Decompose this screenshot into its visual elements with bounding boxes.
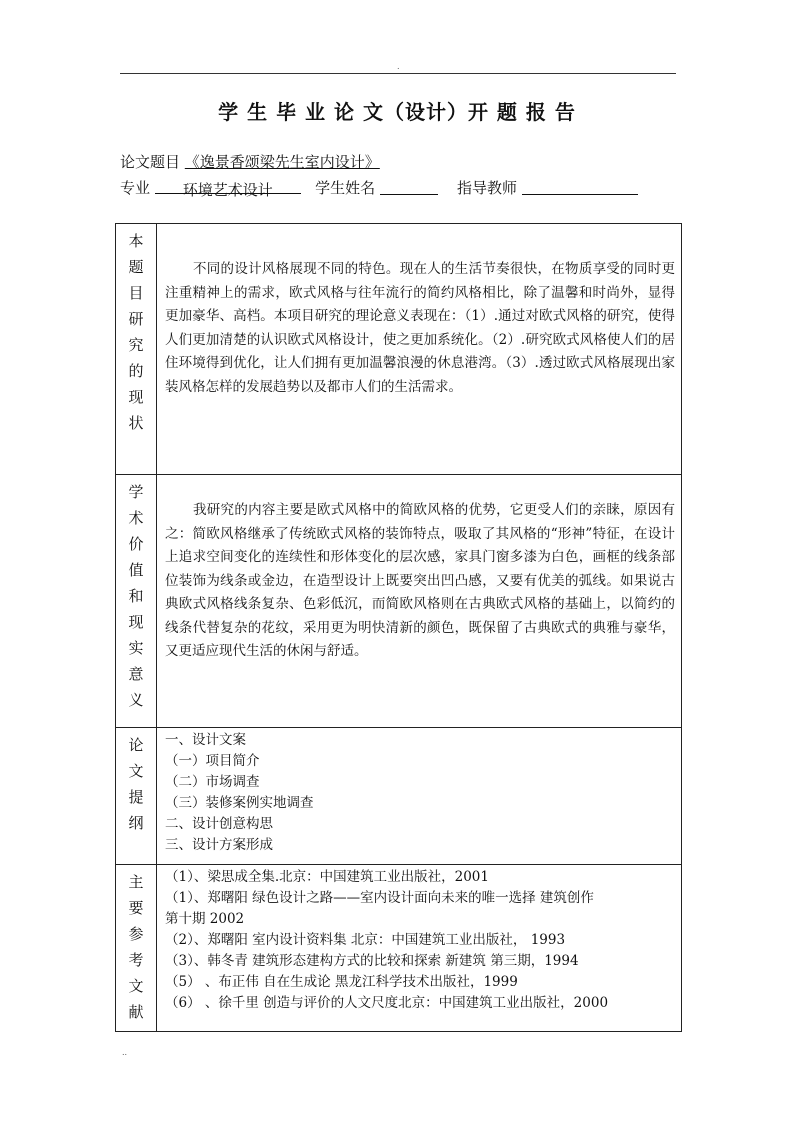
topic-line <box>120 151 380 172</box>
advisor-field <box>522 180 638 195</box>
label-char: 主 <box>128 873 144 891</box>
label-char: 的 <box>128 362 144 380</box>
label-char: 实 <box>128 639 144 657</box>
outline-line: 二、设计创意构思 <box>165 816 273 832</box>
topic-label: 论文题目 <box>120 153 181 171</box>
student-field <box>380 180 438 195</box>
label-char: 献 <box>128 1003 144 1021</box>
footer-dots: .. <box>122 1048 128 1057</box>
section-label <box>116 475 157 728</box>
section-label <box>116 865 157 1032</box>
section-label-text <box>116 732 156 836</box>
label-char: 纲 <box>128 814 144 832</box>
major-label: 专业 <box>120 179 151 197</box>
table-row <box>116 475 682 728</box>
label-char: 提 <box>128 788 144 806</box>
label-char: 参 <box>128 925 144 943</box>
label-char: 目 <box>128 284 144 302</box>
label-char: 术 <box>128 509 144 527</box>
label-char: 文 <box>128 977 144 995</box>
paragraph: 我研究的内容主要是欧式风格中的简欧风格的优势，它更受人们的亲睐，原因有之：简欧风格继承了传统欧式风格的装饰特点，吸取了其风格的“形神”特征，在设计上追求空间变化的连续性和形体变化的层次感，家具门窗多漆为白色，画框的线条部位装饰为线条或金边，在造型设计上既要突出凹凸感，又要有优美的弧线。如果说古典欧式风格线条复杂、色彩低沉，而简欧风格则在古典欧式风格的基础上，以简约的线条代替复杂的花纹，采用更为明快清新的颜色，既保留了古典欧式的典雅与豪华，又更适应现代生活的休闲与舒适。 <box>165 502 675 659</box>
section-label <box>116 224 157 475</box>
label-char: 考 <box>128 951 144 969</box>
label-char: 学 <box>128 483 144 501</box>
table-row <box>116 865 682 1032</box>
outline-line: （三）装修案例实地调查 <box>165 795 314 811</box>
header-rule <box>120 73 676 74</box>
section-content <box>157 728 682 865</box>
paragraph: 不同的设计风格展现不同的特色。现在人的生活节奏很快，在物质享受的同时更注重精神上的需求，欧式风格与往年流行的简约风格相比，除了温馨和时尚外，显得更加豪华、高档。本项目研究的理论意义表现在：（1）.通过对欧式风格的研究，使得人们更加清楚的认识欧式风格设计，使之更加系统化。（2）.研究欧式风格使人们的居住环境得到优化，让人们拥有更加温馨浪漫的休息港湾。（3）.透过欧式风格展现出家装风格怎样的发展趋势以及都市人们的生活需求。 <box>165 261 675 395</box>
label-char: 要 <box>128 899 144 917</box>
label-char: 究 <box>128 336 144 354</box>
reference-line: （1）、梁思成全集.北京：中国建筑工业出版社，2001 <box>165 869 489 885</box>
outline-line: （一）项目简介 <box>165 753 260 769</box>
section-content <box>157 475 682 728</box>
section-content <box>157 865 682 1032</box>
topic-value: 《逸景香颂梁先生室内设计》 <box>184 153 380 171</box>
outline-line: （二）市场调查 <box>165 774 260 790</box>
advisor-label: 指导教师 <box>456 179 517 197</box>
section-label-text <box>116 228 156 436</box>
section-label <box>116 728 157 865</box>
label-char: 值 <box>128 561 144 579</box>
report-table <box>115 223 682 1032</box>
label-char: 本 <box>128 232 144 250</box>
reference-line: （1）、郑曙阳 绿色设计之路——室内设计面向未来的唯一选择 建筑创作 <box>165 890 594 906</box>
document-title: 学 生 毕 业 论 文（设计）开 题 报 告 <box>218 100 576 124</box>
label-char: 题 <box>128 258 144 276</box>
label-char: 价 <box>128 535 144 553</box>
header-dot: . <box>397 62 400 71</box>
section-label-text <box>116 869 156 1025</box>
label-char: 论 <box>128 736 144 754</box>
reference-line: （6） 、徐千里 创造与评价的人文尺度北京：中国建筑工业出版社，2000 <box>165 995 609 1011</box>
reference-line: （3）、韩冬青 建筑形态建构方式的比较和探索 新建筑 第三期，1994 <box>165 953 579 969</box>
label-char: 意 <box>128 665 144 683</box>
major-field <box>155 179 301 199</box>
label-char: 现 <box>128 388 144 406</box>
outline-line: 一、设计文案 <box>165 732 246 748</box>
table-row <box>116 224 682 475</box>
label-char: 状 <box>128 414 144 432</box>
label-char: 研 <box>128 310 144 328</box>
reference-line: （2）、郑曙阳 室内设计资料集 北京：中国建筑工业出版社， 1993 <box>165 932 566 948</box>
info-line <box>120 177 638 198</box>
student-label: 学生姓名 <box>315 179 376 197</box>
section-content <box>157 224 682 475</box>
reference-line: 第十期 2002 <box>165 911 245 927</box>
label-char: 义 <box>128 691 144 709</box>
reference-line: （5） 、布正伟 自在生成论 黑龙江科学技术出版社，1999 <box>165 974 518 990</box>
major-value: 环境艺术设计 <box>182 181 273 199</box>
label-char: 和 <box>128 587 144 605</box>
label-char: 现 <box>128 613 144 631</box>
section-label-text <box>116 479 156 713</box>
table-row <box>116 728 682 865</box>
label-char: 文 <box>128 762 144 780</box>
outline-line: 三、设计方案形成 <box>165 837 273 853</box>
